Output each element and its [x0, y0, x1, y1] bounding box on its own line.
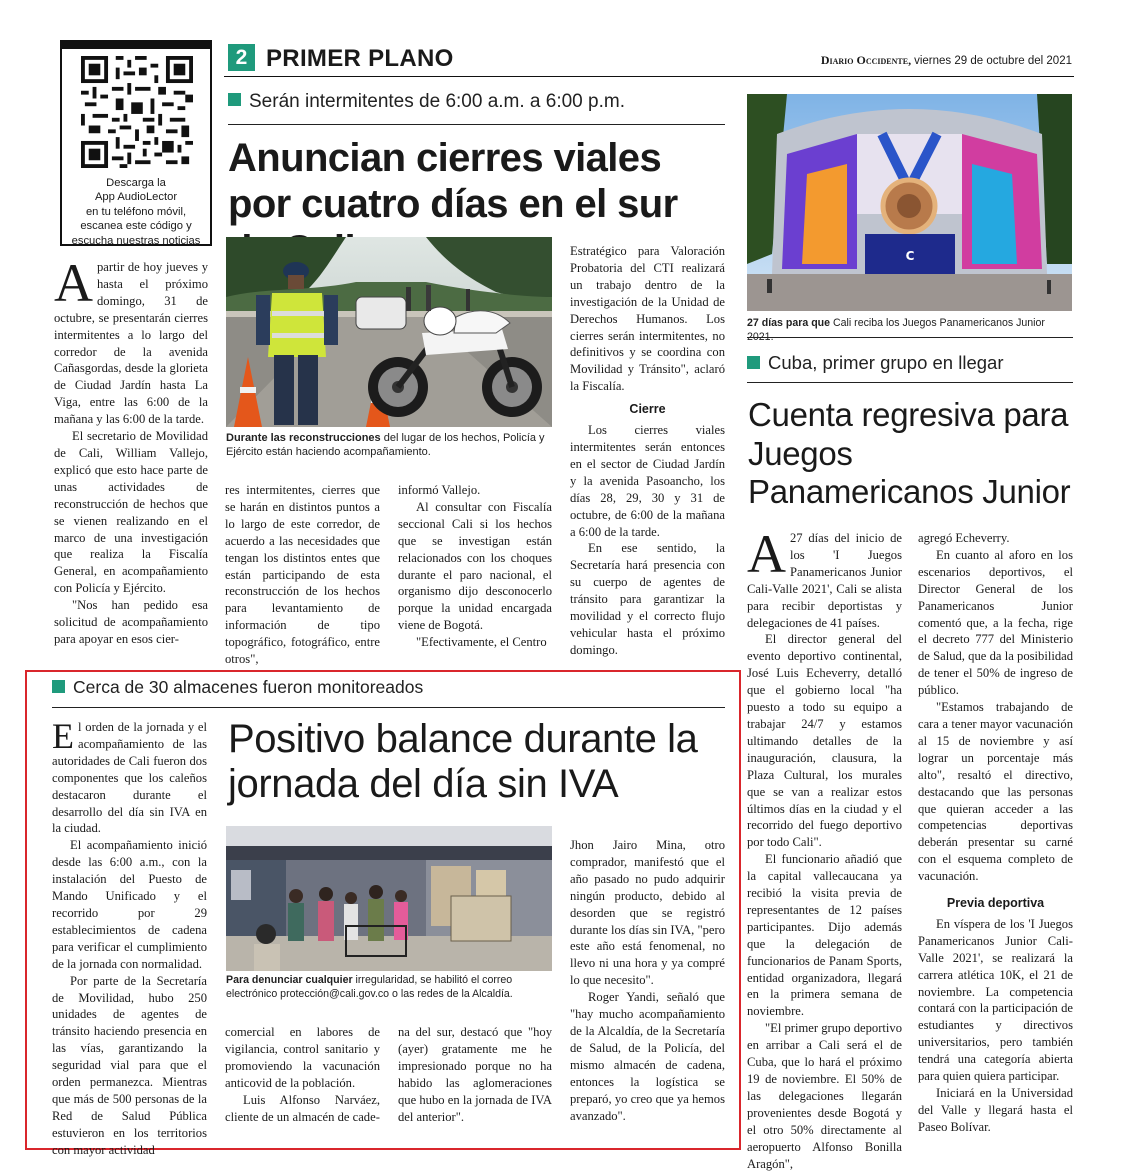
story2-photo-caption: 27 días para que Cali reciba los Juegos Panamericanos Junior 2021.: [747, 317, 1045, 343]
square-bullet-icon: [52, 680, 65, 693]
story1-photo: [226, 237, 552, 427]
masthead-date: [760, 53, 1072, 68]
story2-kicker: Cuba, primer grupo en llegar: [747, 352, 1004, 374]
story2-column-1: A 27 días del inicio de los 'I Juegos Panamericanos Junior Cali-Valle 2021', Cali se alista para recibir deportistas y delegaciones de 41 países. El director general del evento deportivo continental, José Luis Echeverry, detalló que el gobierno local "ha puesto a todo su equipo a trabajar 24/7 y estamos ultimando detalles de la inauguración, clausura, la Plaza Cultural, los murales que se van a realizar estos últimos días en la ciudad y el recorrido del fuego deportivo por todo Cali". El funcionario añadió que la capital vallecaucana ya recibió la visita previa de representantes de 12 países participantes. Dijo además que la delegación de funcionarios de Panam Sports, entidad organizadora, llegará en la primera semana de noviembre. "El primer grupo deportivo en arribar a Cali será el de Cuba, que lo hará el próximo 19 de noviembre. El 50% de las delegaciones llegarán provenientes desde Bogotá y el otro 50% directamente al aeropuerto Alfonso Bonilla Aragón",: [747, 524, 902, 1171]
story3-column-2: comercial en labores de vigilancia, control sanitario y promoviendo la vacunación anticovid de la población. Luis Alfonso Narváez, cliente de un almacén de cade-: [225, 1025, 380, 1124]
story3-column-3: na del sur, destacó que "hoy (ayer) gratamente me he impresionado porque no ha habido las aglomeraciones que hubo en la jornada de IVA del anterior".: [398, 1025, 552, 1124]
story3-drop-cap: E: [52, 716, 74, 756]
section-title: PRIMER PLANO: [266, 45, 454, 72]
story2-headline: Cuenta regresiva para Juegos Panamericanos Junior: [748, 396, 1071, 510]
story1-headline: Anuncian cierres viales por cuatro días en el sur: [228, 136, 678, 226]
story3-kicker: Cerca de 30 almacenes fueron monitoreados: [52, 677, 423, 698]
header-rule: [224, 76, 1074, 77]
masthead: Diario Occidente,: [820, 53, 912, 67]
story3-column-1: E l orden de la jornada y el acompañamiento de las autoridades de Cali fueron dos componentes que los caleños destacaron durante el desarrollo del día sin IVA en la ciudad. El acompañamiento inició desde las 6:00 a.m., con la instalación del Puesto de Mando Unificado y el recorrido por 29 establecimientos de cadena para verificar el cumplimiento de la jornada con normalidad. Por parte de la Secretaría de Movilidad, hubo 250 unidades de agentes de tránsito haciendo presencia en las vías, garantizando la seguridad vial para que el orden permanezca. Mientras que más de 500 personas de la Red de Salud Pública estuvieron en los territorios con mayor actividad: [52, 716, 207, 1157]
story2-kicker-rule: [747, 382, 1073, 383]
qr-code-icon[interactable]: [81, 56, 193, 168]
qr-box: [60, 40, 212, 246]
story2-top-rule: [747, 337, 1073, 338]
story1-subhead: Cierre: [629, 402, 666, 417]
story2-subhead: Previa deportiva: [946, 896, 1045, 911]
square-bullet-icon: [228, 93, 241, 106]
story2-column-2: agregó Echeverry. En cuanto al aforo en los escenarios deportivos, el Director General de los Panamericanos Junior comentó que, a la fecha, rige el decreto 777 del Ministerio de Salud, que da la posibilidad de tener el 50% de ingreso de público. "Estamos trabajando de cara a tener mayor vacunación al 15 de noviembre y así lograr un porcentaje más alto", resaltó el directivo, destacando que las personas que quieran acceder a las competencias deportivas deberán presentar su carné con el esquema completo de vacunación. Previa deportiva En víspera de los 'I Juegos Panamericanos Junior Cali-Valle 2021', se realizará la carrera atlética 10K, el 21 de noviembre. La competencia contará con la participación de estudiantes y directivos universitarios, pero también tendrá una categoría abierta para quien quiera participar. Iniciará en la Universidad del Valle y llegará hasta el Paseo Bolívar.: [918, 531, 1073, 1134]
stadium-medal-image: [747, 94, 1072, 311]
story1-column-1: A partir de hoy jueves y hasta el próximo domingo, 31 de octubre, se presentarán cierres intermitentes a lo largo del corredor de la avenida Cañasgordas, desde la glorieta de Ciudad Jardín hasta La Viga, entre las 6:00 de la mañana y las 6:00 de la tarde. El secretario de Movilidad de Cali, William Vallejo, explicó que esto hace parte de unas actividades de reconstrucción de hechos que se vienen realizando en el marco de una investigación que realiza la Fiscalía General, en acompañamiento con Policía y Ejército. "Nos han pedido esa solicitud de acompañamiento para apoyar en esos cier-: [54, 253, 208, 646]
story3-photo: [226, 826, 552, 971]
store-crowd-image: [226, 826, 552, 971]
svg-text:C: C: [905, 249, 915, 263]
page-number-badge: 2: [228, 44, 255, 71]
story1-photo-caption: Durante las reconstrucciones del lugar de los hechos, Policía y Ejército están haciendo acompañamiento.: [226, 432, 545, 458]
story3-column-4: Jhon Jairo Mina, otro comprador, manifestó que el año pasado no pudo adquirir ningún producto, debido al desorden que se registró durante los días sin IVA, "pero este año está fenomenal, no llevo ni una hora y ya compré lo que necesito". Roger Yandi, señaló que "hay mucho acompañamiento de la Alcaldía, de la Secretaría de Salud, de la Policía, del mismo almacén de cadena, entonces la logística se preparó, yo creo que ya hemos avanzado".: [570, 838, 725, 1123]
story1-column-2: res intermitentes, cierres que se harán en distintos puntos a lo largo de este corredor, de acuerdo a las necesidades que tengan los distintos entes que están participando de esta reconstrucción de los hechos para levantamiento de información de tipo topográfico, fotográfico, entre otros",: [225, 483, 380, 667]
story1-drop-cap: A: [54, 253, 93, 313]
square-bullet-icon: [747, 356, 760, 369]
story1-kicker-rule: [228, 124, 725, 125]
story3-photo-caption: Para denunciar cualquier irregularidad, se habilitó el correo electrónico protección@cali.gov.co o las redes de la Alcaldía.: [226, 974, 513, 1000]
story2-photo: [747, 94, 1072, 311]
story2-drop-cap: A: [747, 524, 786, 584]
story3-headline: Positivo balance durante la jornada del día sin IVA: [228, 717, 698, 806]
road-scene-image: [226, 237, 552, 427]
issue-date: viernes 29 de octubre del 2021: [914, 55, 1072, 67]
story1-column-3: informó Vallejo. Al consultar con Fiscalía seccional Cali si los hechos que se investigan están relacionados con los choques durante el paro nacional, el organismo dijo desconocerlo porque la unidad encargada viene de Bogotá. "Efectivamente, el Centro: [398, 483, 552, 650]
story1-kicker: Serán intermitentes de 6:00 a.m. a 6:00 p.m.: [228, 91, 625, 113]
story1-column-4: Estratégico para Valoración Probatoria del CTI realizará un trabajo dentro de la investigación de la Unidad de Derechos Humanos. Los cierres serán intermitentes, no definitivos y se coordina con Movilidad y Tránsito", aclaró la Fiscalía. Cierre Los cierres viales intermitentes serán entonces en el sector de Ciudad Jardín y la avenida Pasoancho, los días 28, 29, 30 y 31 de octubre, de 6:00 de la mañana a 6:00 de la tarde. En ese sentido, la Secretaría hará presencia con su cuerpo de agentes de tránsito para garantizar la movilidad y el correcto flujo vehicular hasta el próximo domingo.: [570, 244, 725, 657]
story3-kicker-rule: [52, 707, 725, 708]
qr-caption: Descarga la App AudioLector en tu teléfono móvil, escanea este código y escucha nuestras noticias: [71, 177, 201, 247]
